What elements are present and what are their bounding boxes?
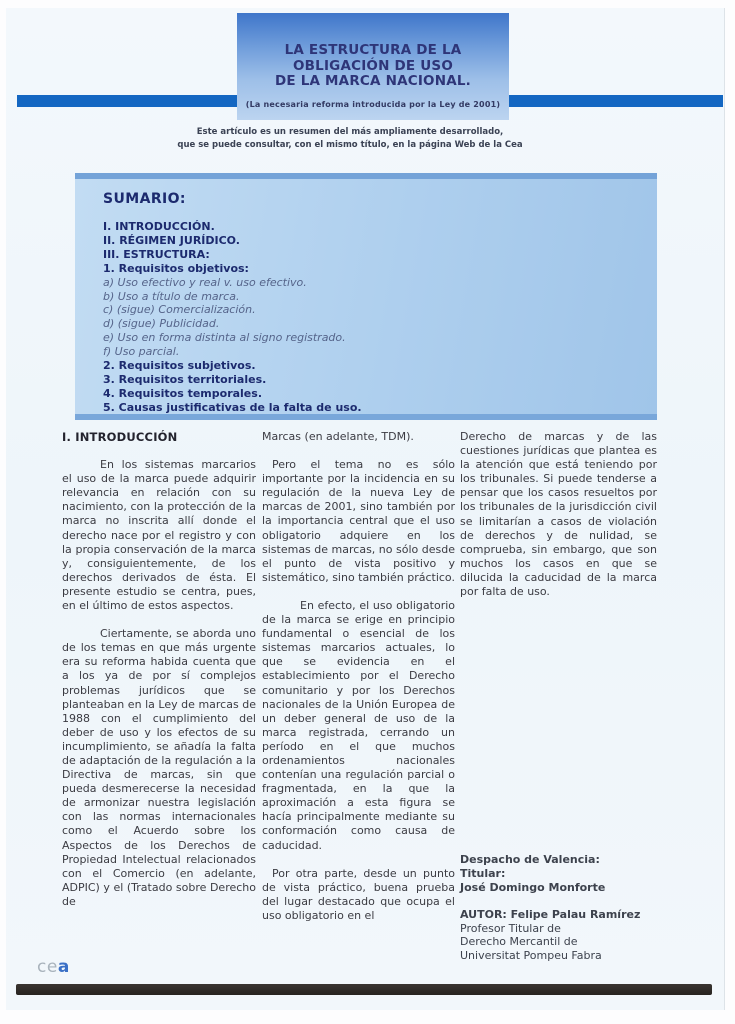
sumario-item: c) (sigue) Comercialización. (103, 303, 256, 317)
title-box (237, 13, 509, 120)
sumario-title: SUMARIO: (103, 191, 186, 207)
text-column-2 (262, 430, 455, 937)
paragraph: Marcas (en adelante, TDM). (262, 430, 414, 443)
sumario-list (103, 220, 637, 415)
article-title (237, 43, 509, 90)
title-line-1: LA ESTRUCTURA DE LA (284, 42, 462, 58)
sumario-box (75, 173, 657, 420)
despacho-line: Titular: (460, 867, 506, 880)
author-role: Profesor Titular de (460, 921, 561, 935)
text-column-1 (62, 430, 256, 923)
despacho-line: José Domingo Monforte (460, 881, 606, 894)
editorial-note (140, 126, 560, 152)
note-line-2: que se puede consultar, con el mismo título, en la página Web de la Cea (177, 140, 523, 150)
sumario-item: f) Uso parcial. (103, 345, 180, 359)
paragraph: En los sistemas marcarios el uso de la marca puede adquirir relevancia en relación con su nacimiento, con la protección de la marca no inscrita allí donde el derecho nace por el registro y con la propia conservación de la marca y, consiguientemente, de los derechos derivados de ésta. El presente estudio se centra, pues, en el último de estos aspectos. (62, 458, 256, 613)
despacho-block (460, 853, 605, 895)
sumario-item: II. RÉGIMEN JURÍDICO. (103, 233, 240, 247)
sumario-item: 1. Requisitos objetivos: (103, 261, 249, 275)
paragraph: Ciertamente, se aborda uno de los temas en que más urgente era su reforma habida cuenta que a los ya de por sí complejos problemas jurídicos que se planteaban en la Ley de marcas de 1988 con el cumplimiento del deber de uso y los efectos de su incumplimiento, se añadía la falta de adaptación de la regulación a la Directiva de marcas, sin que pueda desmerecerse la necesidad de armonizar nuestra legislación con las normas internacionales como el Acuerdo sobre los Aspectos de los Derechos de Propiedad Intelectual relacionados con el Comercio (en adelante, ADPIC) y el (Tratado sobre Derecho de (62, 627, 256, 908)
footer-bar (16, 984, 712, 995)
sumario-item: b) Uso a título de marca. (103, 289, 240, 303)
intro-heading: I. INTRODUCCIÓN (62, 430, 178, 444)
sumario-item: 3. Requisitos territoriales. (103, 372, 267, 386)
sumario-item: e) Uso en forma distinta al signo registrado. (103, 331, 346, 345)
sumario-item: a) Uso efectivo y real v. uso efectivo. (103, 275, 307, 289)
author-block (460, 908, 640, 962)
paragraph: Derecho de marcas y de las cuestiones jurídicas que plantea es la atención que está teniendo por los tribunales. Si puede tenderse a pensar que los casos resueltos por los tribunales de la jurisdicción civil se limitarían a casos de violación de derechos y de nulidad, se comprueba, sin embargo, que son muchos los casos en que se dilucida la caducidad de la marca por falta de uso. (460, 430, 657, 599)
note-line-1: Este artículo es un resumen del más ampliamente desarrollado, (196, 127, 504, 137)
cea-logo (37, 957, 70, 977)
sumario-item: III. ESTRUCTURA: (103, 247, 210, 261)
paragraph: En efecto, el uso obligatorio de la marca se erige en principio fundamental o esencial de los sistemas marcarios actuales, lo que se evidencia en el establecimiento por el Derecho comunitario y por los Derechos nacionales de la Unión Europea de un deber general de uso de la marca registrada, cerrando un período en el que muchos ordenamientos nacionales contenían una regulación parcial o fragmentada, en la que la aproximación a esta figura se hacía principalmente mediante su conformación como causa de caducidad. (262, 598, 455, 852)
title-line-2: OBLIGACIÓN DE USO (292, 57, 453, 74)
paragraph: Por otra parte, desde un punto de vista práctico, buena prueba del lugar destacado que ocupa el uso obligatorio en el (262, 866, 455, 922)
title-subtitle: (La necesaria reforma introducida por la Ley de 2001) (245, 99, 501, 109)
sumario-item: I. INTRODUCCIÓN. (103, 220, 215, 233)
author-department: Derecho Mercantil de (460, 935, 578, 948)
cea-logo-a: a (57, 957, 70, 977)
title-line-3: DE LA MARCA NACIONAL. (274, 73, 472, 89)
sumario-item: 4. Requisitos temporales. (103, 386, 262, 400)
paragraph: Pero el tema no es sólo importante por la incidencia en su regulación de la nueva Ley de marcas de 2001, sino también por la importancia central que el uso obligatorio adquiere en los sistemas de marcas, no sólo desde el punto de vista positivo y sistemático, sino también práctico. (262, 458, 455, 584)
sumario-item: d) (sigue) Publicidad. (103, 317, 220, 331)
sumario-item: 5. Causas justificativas de la falta de uso. (103, 400, 362, 414)
author-name: AUTOR: Felipe Palau Ramírez (460, 908, 641, 921)
despacho-line: Despacho de Valencia: (460, 853, 600, 866)
sumario-item: 2. Requisitos subjetivos. (103, 359, 256, 373)
author-university: Universitat Pompeu Fabra (460, 948, 602, 962)
cea-logo-ce: ce (37, 957, 58, 977)
text-column-3 (460, 430, 657, 613)
